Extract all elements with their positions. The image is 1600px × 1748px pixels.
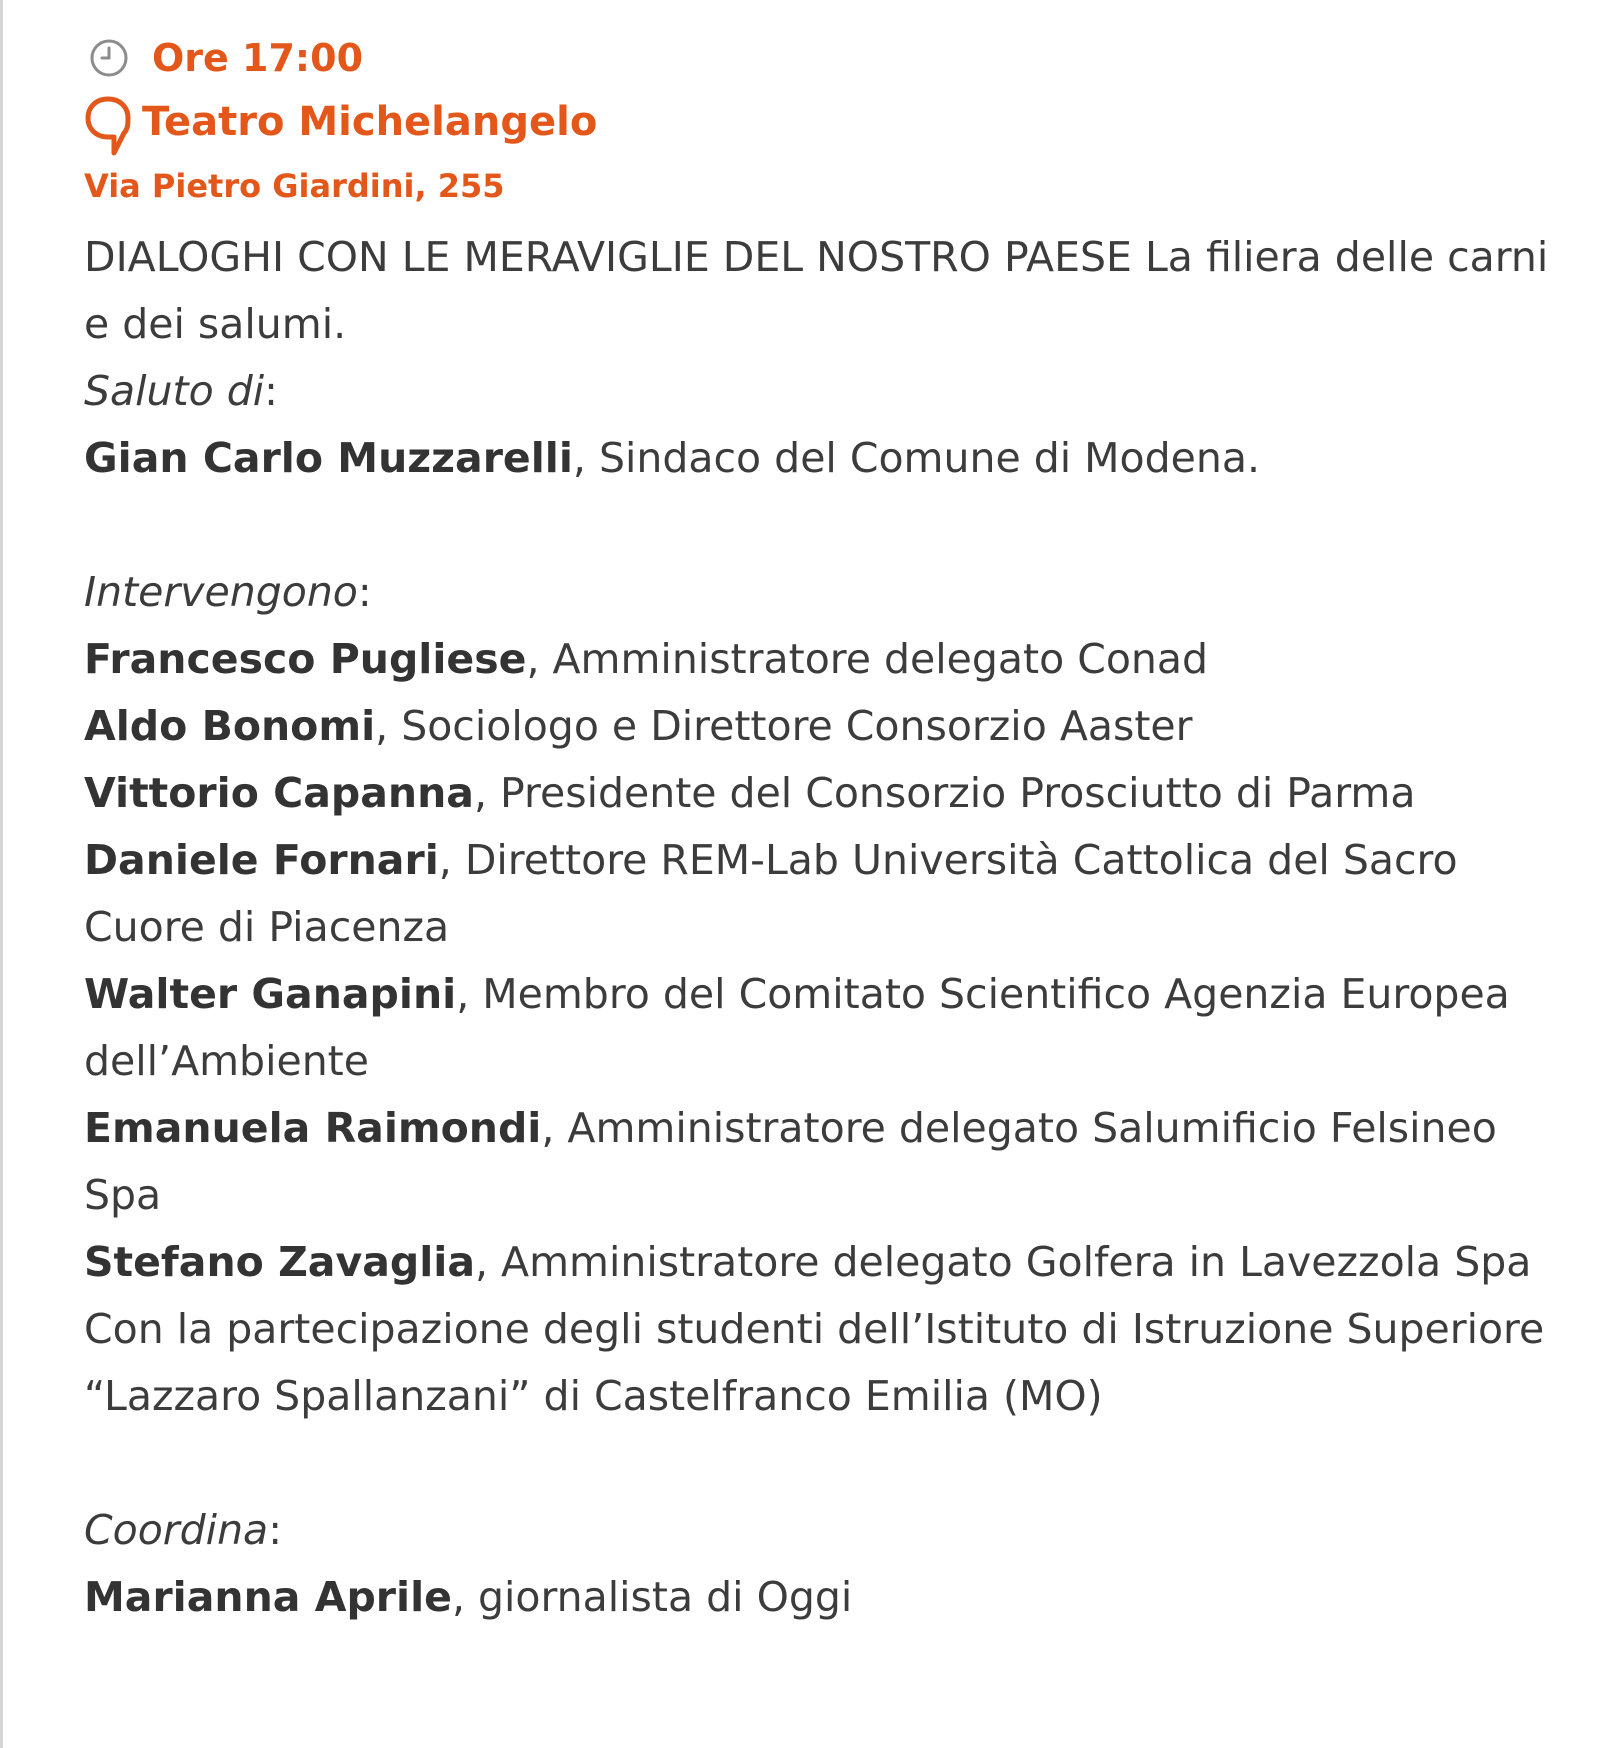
event-time	[84, 30, 1564, 86]
speaker-entry	[84, 961, 1564, 1095]
speakers-label-colon: :	[357, 568, 372, 616]
speaker-name: Emanuela Raimondi	[84, 1104, 542, 1152]
speaker-role: , Amministratore delegato Conad	[526, 635, 1209, 683]
speaker-entry	[84, 827, 1564, 961]
greeting-label: Saluto di	[84, 367, 265, 415]
event-detail	[84, 30, 1564, 1631]
speaker-entry	[84, 693, 1564, 760]
clock-icon	[88, 37, 130, 79]
moderator-label-line	[84, 1497, 1564, 1564]
greeting-name: Gian Carlo Muzzarelli	[84, 434, 573, 482]
greeting-entry	[84, 425, 1564, 492]
greeting-label-line	[84, 358, 1564, 425]
speaker-name: Francesco Pugliese	[84, 635, 527, 683]
moderator-label: Coordina	[84, 1506, 269, 1554]
event-address-text: Via Pietro Giardini, 255	[84, 167, 505, 205]
moderator-role: , giornalista di Oggi	[451, 1573, 853, 1621]
greeting-label-colon: :	[264, 367, 278, 415]
speaker-name: Walter Ganapini	[84, 970, 457, 1018]
speaker-role: , Membro del Comitato Scientifico Agenzia Europea dell’Ambiente	[84, 970, 1510, 1085]
speaker-role: , Amministratore delegato Golfera in Lavezzola Spa	[474, 1238, 1532, 1286]
speaker-name: Stefano Zavaglia	[84, 1238, 475, 1286]
map-pin-icon	[84, 95, 132, 157]
speakers-label: Intervengono	[84, 568, 358, 616]
speaker-entry	[84, 760, 1564, 827]
event-address	[84, 154, 1564, 214]
event-venue[interactable]	[84, 90, 1564, 154]
event-description	[84, 224, 1564, 1631]
participation-note: Con la partecipazione degli studenti dell’Istituto di Istruzione Superiore “Lazzaro Spallanzani” di Castelfranco Emilia (MO)	[84, 1305, 1545, 1420]
speaker-role: , Direttore REM-Lab Università Cattolica del Sacro Cuore di Piacenza	[84, 836, 1458, 951]
event-venue-name[interactable]: Teatro Michelangelo	[142, 99, 598, 145]
speaker-name: Aldo Bonomi	[84, 702, 376, 750]
spacer	[84, 492, 1564, 559]
speaker-role: , Amministratore delegato Salumificio Felsineo Spa	[84, 1104, 1497, 1219]
page-left-border	[0, 0, 3, 1748]
moderator-name: Marianna Aprile	[84, 1573, 452, 1621]
greeting-role: , Sindaco del Comune di Modena.	[572, 434, 1261, 482]
speaker-role: , Sociologo e Direttore Consorzio Aaster	[375, 702, 1193, 750]
speaker-name: Daniele Fornari	[84, 836, 439, 884]
speaker-entry	[84, 626, 1564, 693]
speaker-entry	[84, 1229, 1564, 1296]
speaker-name: Vittorio Capanna	[84, 769, 474, 817]
event-title: DIALOGHI CON LE MERAVIGLIE DEL NOSTRO PAESE La filiera delle carni e dei salumi.	[84, 233, 1549, 348]
moderator-label-colon: :	[268, 1506, 283, 1554]
moderator-entry	[84, 1564, 1564, 1631]
spacer	[84, 1430, 1564, 1497]
event-time-text: Ore 17:00	[152, 36, 364, 80]
speakers-label-line	[84, 559, 1564, 626]
speaker-entry	[84, 1095, 1564, 1229]
speaker-role: , Presidente del Consorzio Prosciutto di Parma	[473, 769, 1416, 817]
